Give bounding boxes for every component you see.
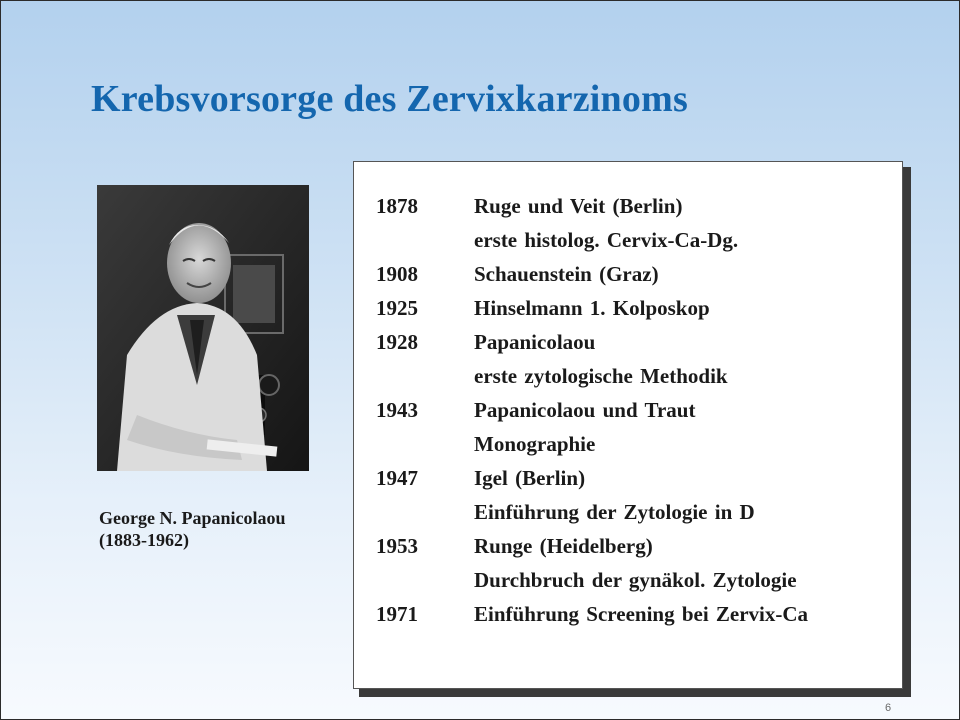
timeline-year bbox=[376, 228, 474, 253]
timeline-text: Runge (Heidelberg) bbox=[474, 534, 653, 558]
timeline-text: Igel (Berlin) bbox=[474, 466, 586, 490]
timeline-year: 1878 bbox=[376, 194, 418, 218]
timeline-text: erste histolog. Cervix-Ca-Dg. bbox=[474, 228, 739, 252]
timeline-year: 1947 bbox=[376, 466, 418, 490]
portrait-photo bbox=[97, 185, 309, 471]
timeline-text: Papanicolaou bbox=[474, 330, 596, 354]
caption-name: George N. Papanicolaou bbox=[99, 508, 286, 528]
caption-dates: (1883-1962) bbox=[99, 530, 189, 550]
timeline-row bbox=[376, 194, 876, 219]
timeline-text: Einführung der Zytologie in D bbox=[474, 500, 755, 524]
timeline-row bbox=[376, 228, 876, 253]
page-number: 6 bbox=[885, 702, 892, 714]
timeline-row bbox=[376, 432, 876, 457]
timeline-row bbox=[376, 262, 876, 287]
timeline-row bbox=[376, 568, 876, 593]
timeline-year: 1953 bbox=[376, 534, 418, 558]
timeline-row bbox=[376, 398, 876, 423]
timeline-row bbox=[376, 466, 876, 491]
timeline-row bbox=[376, 296, 876, 321]
timeline-year: 1908 bbox=[376, 262, 418, 286]
timeline-year bbox=[376, 568, 474, 593]
timeline-text: Ruge und Veit (Berlin) bbox=[474, 194, 683, 218]
timeline-row bbox=[376, 330, 876, 355]
portrait-photo-image bbox=[97, 185, 309, 471]
photo-caption bbox=[99, 507, 286, 551]
timeline-year: 1971 bbox=[376, 602, 418, 626]
timeline-text: Hinselmann 1. Kolposkop bbox=[474, 296, 710, 320]
timeline-box bbox=[353, 161, 903, 689]
timeline-text: Durchbruch der gynäkol. Zytologie bbox=[474, 568, 797, 592]
timeline-row bbox=[376, 602, 876, 627]
timeline-year bbox=[376, 500, 474, 525]
timeline-year bbox=[376, 432, 474, 457]
timeline-row bbox=[376, 534, 876, 559]
timeline-text: Monographie bbox=[474, 432, 596, 456]
timeline-text: Schauenstein (Graz) bbox=[474, 262, 659, 286]
timeline-year bbox=[376, 364, 474, 389]
timeline-list bbox=[376, 194, 876, 636]
timeline-row bbox=[376, 364, 876, 389]
timeline-text: Papanicolaou und Traut bbox=[474, 398, 696, 422]
timeline-text: Einführung Screening bei Zervix-Ca bbox=[474, 602, 809, 626]
timeline-year: 1925 bbox=[376, 296, 418, 320]
timeline-text: erste zytologische Methodik bbox=[474, 364, 728, 388]
slide-title: Krebsvorsorge des Zervixkarzinoms bbox=[91, 78, 688, 120]
timeline-year: 1928 bbox=[376, 330, 418, 354]
timeline-year: 1943 bbox=[376, 398, 418, 422]
timeline-row bbox=[376, 500, 876, 525]
